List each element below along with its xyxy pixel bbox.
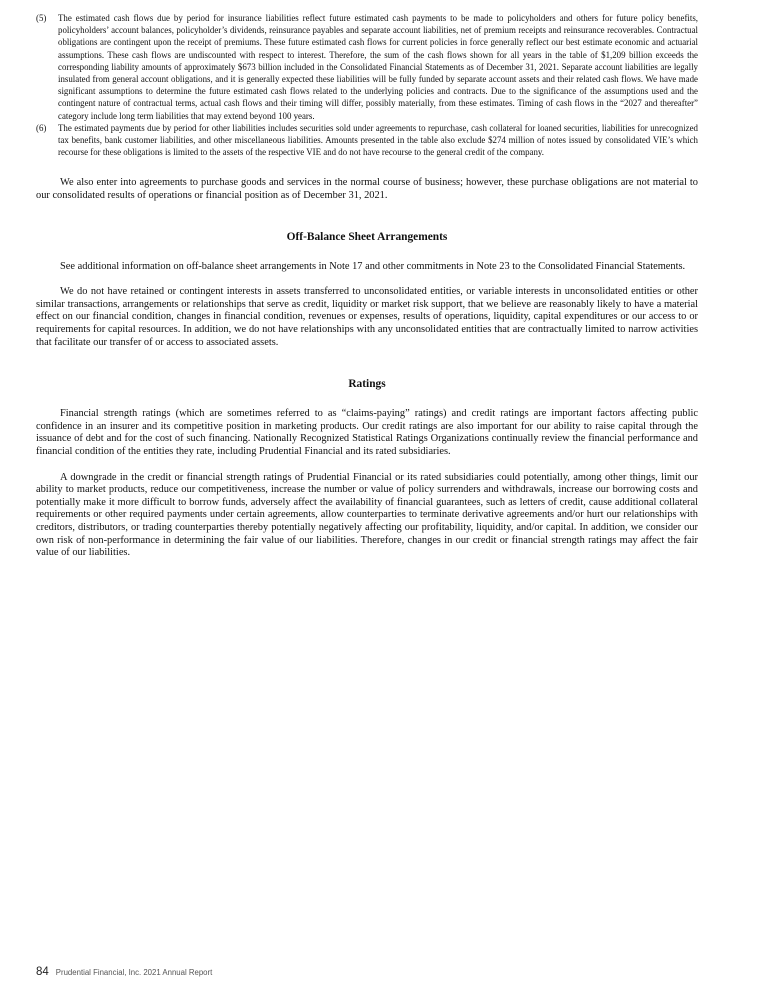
footnote-6 [36, 122, 698, 159]
off-balance-paragraph: See additional information on off-balance sheet arrangements in Note 17 and other commitments in Note 23 to the Consolidated Financial Statements. [60, 260, 686, 272]
footer-text: Prudential Financial, Inc. 2021 Annual Report [55, 968, 213, 977]
ratings-paragraph: A downgrade in the credit or financial strength ratings of Prudential Financial or its rated subsidiaries could potentially, among other things, limit our ability to market products, reduce our competitiveness, increase the number or value of policy surrenders and withdrawals, increase our borrowing costs and potentially make it more difficult to borrow funds, adversely affect the availability of financial guarantees, such as letters of credit, cause additional collateral requirements or other required payments under certain agreements, allow counterparties to terminate derivative agreements and/or hurt our relationships with creditors, distributors, or trading counterparties thereby potentially negatively affecting our profitability, liquidity, and/or capital. In addition, we consider our own risk of non-performance in determining the fair value of our liabilities. Therefore, changes in our credit or financial strength ratings may affect the fair value of our liabilities. [36, 471, 698, 559]
footnote-text: The estimated payments due by period for other liabilities includes securities sold under agreements to repurchase, cash collateral for loaned securities, liabilities for unrecognized tax benefits, bank customer liabilities, and other miscellaneous liabilities. Amounts presented in the table also exclude $274 million of notes issued by consolidated VIE’s which recourse for these obligations is limited to the assets of the respective VIE and do not have recourse to the general credit of the company. [58, 122, 698, 158]
ratings-heading: Ratings [348, 378, 386, 391]
off-balance-paragraph: We do not have retained or contingent interests in assets transferred to unconsolidated entities, or variable interests in unconsolidated entities or other similar transactions, arrangements or relationships that serve as credit, liquidity or market risk support, that we believe are reasonably likely to have a material effect on our financial condition, changes in financial condition, revenues or expenses, results of operations, liquidity, capital expenditures or our access to or requirements for capital resources. In addition, we do not have relationships with any unconsolidated entities that are contractually limited to narrow activities that facilitate our transfer of or access to associated assets. [36, 286, 698, 348]
page-content [36, 12, 698, 560]
footnote-5 [36, 12, 698, 122]
ratings-paragraph: Financial strength ratings (which are sometimes referred to as “claims-paying” ratings) and credit ratings are important factors affecting public confidence in an insurer and its competitive position in marketing products. Our credit ratings are also important for our ability to raise capital through the issuance of debt and for the cost of such financing. Nationally Recognized Statistical Ratings Organizations continually review the financial performance and financial condition of the entities they rate, including Prudential Financial and its rated subsidiaries. [36, 408, 698, 457]
page-number: 84 [36, 966, 49, 978]
footnote-number: (6) [36, 122, 47, 133]
purchase-obligations-paragraph: We also enter into agreements to purchase goods and services in the normal course of business; however, these purchase obligations are not material to our consolidated results of operations or financial position as of December 31, 2021. [36, 177, 698, 202]
footnote-text: The estimated cash flows due by period for insurance liabilities reflect future estimated cash payments to be made to policyholders and others for future policy benefits, policyholders’ account balances, policyholder’s dividends, reinsurance payables and separate account liabilities, net of premium receipts and reinsurance recoverables. Contractual obligations are contingent upon the receipt of premiums. These future estimated cash flows for current policies in force generally reflect our best estimate economic and actuarial assumptions. These cash flows are undiscounted with respect to interest. Therefore, the sum of the cash flows shown for all years in the table of $1,209 billion exceeds the corresponding liability amounts of approximately $673 billion included in the Consolidated Financial Statements as of December 31, 2021. Separate account liabilities are legally insulated from general account obligations, and it is generally expected these liabilities will be fully funded by separate account assets and their related cash flows. We have made significant assumptions to determine the future estimated cash flows related to the underlying policies and contracts. Due to the significance of the assumptions used and the contingent nature of contractual terms, actual cash flows and their timing will differ, possibly materially, from these estimates. Timing of cash flows in the “2027 and thereafter” category include long term liabilities that may extend beyond 100 years. [58, 13, 698, 121]
footnote-number: (5) [36, 13, 47, 23]
page-footer [36, 966, 212, 978]
off-balance-sheet-heading: Off-Balance Sheet Arrangements [286, 230, 448, 243]
